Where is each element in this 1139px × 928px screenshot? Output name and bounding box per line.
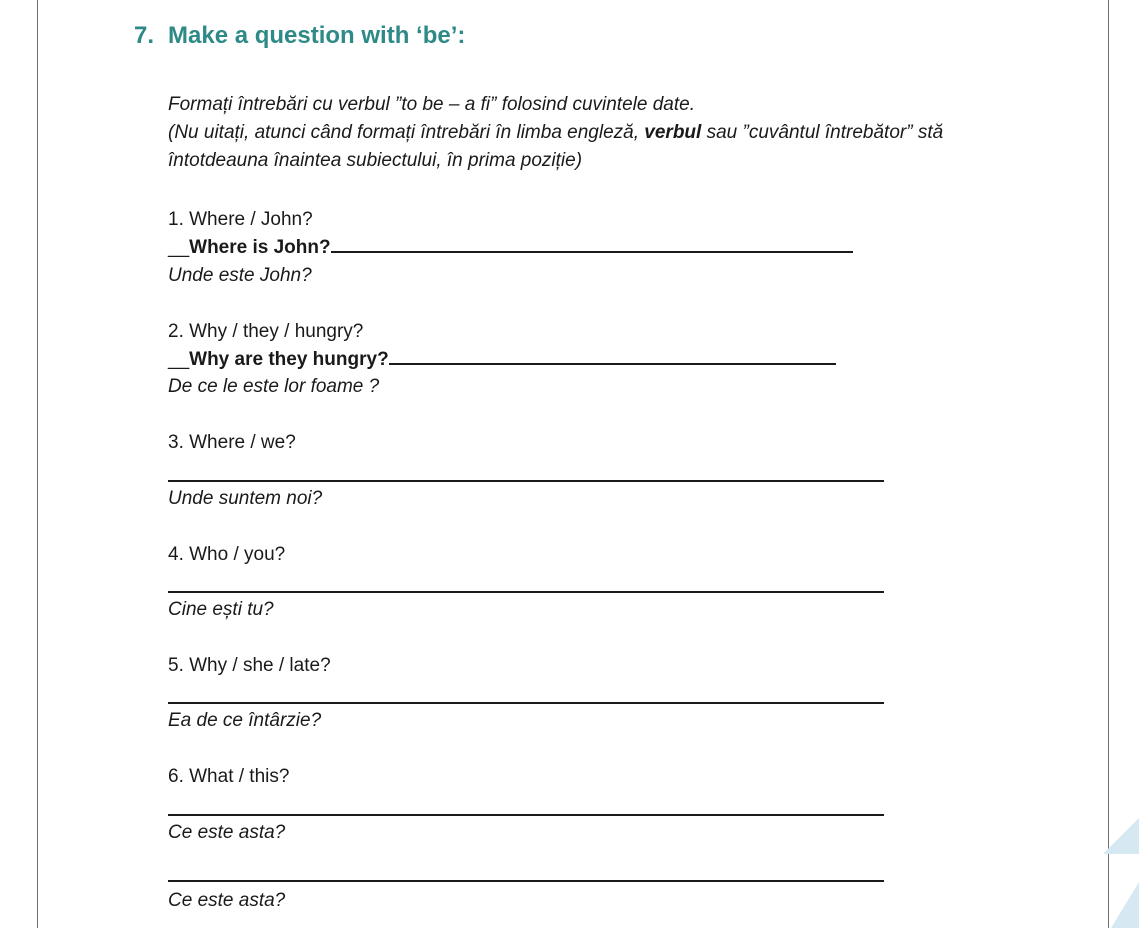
item-2-translation: De ce le este lor foame ? (168, 376, 380, 397)
item-2-answer-prefix: __ (168, 349, 190, 370)
item-1-answer-prefix: __ (168, 237, 190, 258)
item-1-translation: Unde este John? (168, 265, 312, 286)
instruction-emphasis: verbul (644, 122, 702, 143)
item-3-prompt: 3. Where / we? (168, 432, 296, 453)
item-2-answer-row[interactable] (168, 347, 836, 373)
page-border-right (1108, 0, 1109, 928)
corner-decoration (1099, 818, 1139, 928)
item-4-prompt: 4. Who / you? (168, 544, 286, 565)
item-2-answer-blank (389, 363, 836, 365)
item-2-prompt: 2. Why / they / hungry? (168, 321, 364, 342)
item-2-answer: Why are they hungry? (189, 349, 389, 370)
item-1-answer-blank (331, 251, 853, 253)
item-1-answer-row[interactable] (168, 235, 853, 261)
exercise-title: Make a question with ‘be’: (168, 22, 466, 49)
item-1-answer: Where is John? (189, 237, 331, 258)
exercise-heading (134, 22, 465, 50)
instruction-line-3: întotdeauna înaintea subiectului, în prima poziție) (168, 150, 583, 171)
instruction-line-2-end: sau ”cuvântul întrebător” stă (701, 122, 944, 143)
item-6-answer-blank[interactable] (168, 814, 884, 816)
item-7-translation: Ce este asta? (168, 890, 286, 911)
item-4-answer-blank[interactable] (168, 591, 884, 593)
item-4-translation: Cine ești tu? (168, 599, 274, 620)
exercise-number: 7. (134, 22, 155, 49)
instruction-line-1: Formați întrebări cu verbul ”to be – a fi” folosind cuvintele date. (168, 94, 695, 115)
item-6-translation: Ce este asta? (168, 822, 286, 843)
item-5-answer-blank[interactable] (168, 702, 884, 704)
item-5-prompt: 5. Why / she / late? (168, 655, 331, 676)
item-5-translation: Ea de ce întârzie? (168, 710, 322, 731)
item-7-answer-blank[interactable] (168, 880, 884, 882)
page-border-left (37, 0, 38, 928)
item-3-answer-blank[interactable] (168, 480, 884, 482)
instruction-line-2 (168, 119, 943, 147)
instruction-line-2-start: (Nu uitați, atunci când formați întrebări în limba engleză, (168, 122, 645, 143)
item-1-prompt: 1. Where / John? (168, 209, 313, 230)
item-3-translation: Unde suntem noi? (168, 488, 323, 509)
item-6-prompt: 6. What / this? (168, 766, 290, 787)
